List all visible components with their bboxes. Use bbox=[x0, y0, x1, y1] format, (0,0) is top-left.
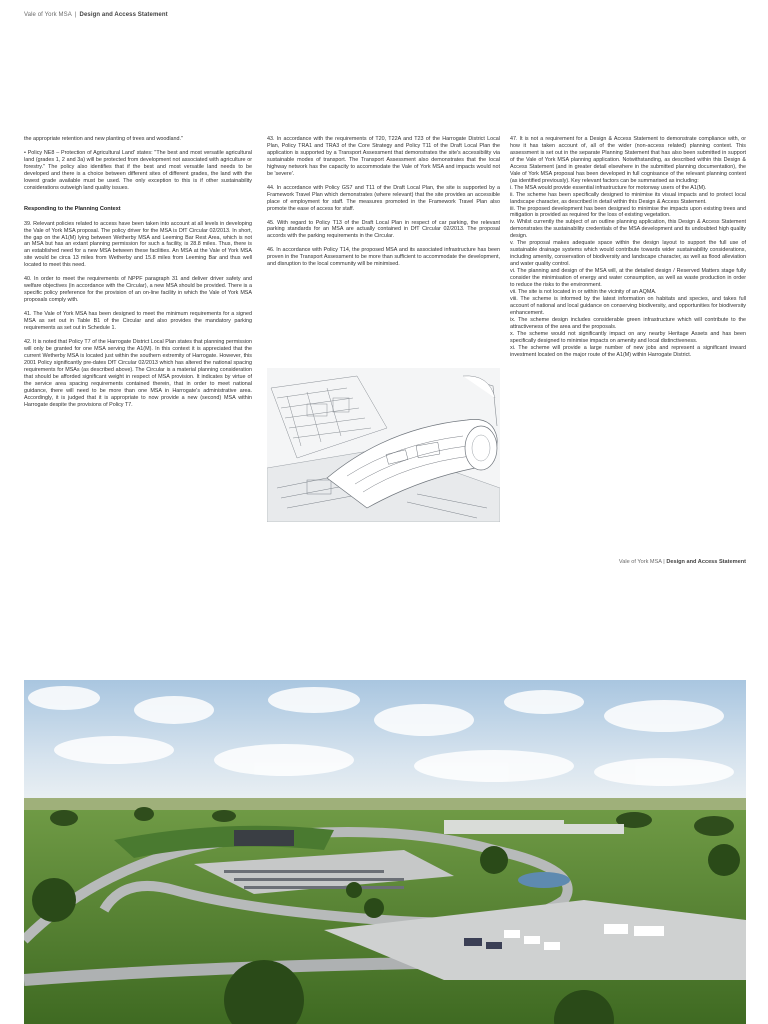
text-column-2 bbox=[267, 136, 500, 275]
list-item: vii. The site is not located in or within the vicinity of an AQMA. bbox=[510, 288, 657, 295]
footer-doc-title: Design and Access Statement bbox=[666, 559, 746, 565]
footer-separator: | bbox=[663, 559, 665, 565]
footer-project: Vale of York MSA bbox=[618, 559, 662, 565]
text-column-1 bbox=[24, 136, 252, 416]
list-item: x. The scheme would not significantly impact on any nearby Heritage Assets and has been specifically designed to minimise impacts on amenity and local distinctiveness. bbox=[510, 330, 746, 344]
running-header bbox=[24, 12, 168, 18]
list-item: iii. The proposed development has been designed to minimise the impacts upon existing trees and mitigation is provided as required for the loss of existing vegetation. bbox=[510, 205, 746, 219]
running-footer bbox=[619, 559, 746, 565]
paragraph-intro: the appropriate retention and new planting of trees and woodland." bbox=[24, 136, 183, 142]
list-item: viii. The scheme is informed by the latest information on habitats and species, and takes full account of national and local guidance on conserving biodiversity, and opportunities for biodiversity enhancement. bbox=[510, 295, 746, 316]
section-heading: Responding to the Planning Context bbox=[24, 205, 121, 212]
rolled-plans-illustration bbox=[267, 368, 500, 522]
paragraph-42: 42. It is noted that Policy T7 of the Harrogate District Local Plan states that planning permission will only be granted for one MSA serving the A1(M). In this context it is appreciated that the current Wetherby MSA is located just within the southern extremity of Harrogate. However, this 2001 Policy significantly pre-dates DfT Circular 02/2013 which has altered the national spacing requirements for MSAs (as described above). The Circular is a material planning consideration that should be afforded significant weight in respect of MSA provision. It indicates by virtue of the service area spacing requirements contained therein, that in order to meet national guidance, there will need to be more than one MSA in Harrogate's administrative area. Accordingly, it is judged that it is appropriate to now provide a new (second) MSA within Harrogate despite the provisions of Policy T7. bbox=[24, 338, 252, 408]
paragraph-47: 47. It is not a requirement for a Design & Access Statement to demonstrate compliance with, or how it has taken account of, all of the wider (non-access related) planning context. This assessment is set out in the separate Planning Statement that has also been submitted in support of the Vale of York MSA planning application. Notwithstanding, as described within this Design & Access Statement (and in greater detail elsewhere in the submitted planning documentation), the Vale of York MSA proposal has been developed in full cognisance of the relevant planning context (as identified previously). Key relevant factors can be summarised as including: bbox=[510, 136, 746, 184]
list-item: v. The proposal makes adequate space within the design layout to support the full use of sustainable drainage systems which would contribute towards wider sustainability considerations, including amenity, conservation of biodiversity and landscape character, as well as flood alleviation and water quality control. bbox=[510, 240, 746, 268]
aerial-site-render bbox=[24, 680, 746, 1024]
text-column-3 bbox=[510, 136, 746, 359]
list-item: i. The MSA would provide essential infrastructure for motorway users of the A1(M). bbox=[510, 184, 707, 191]
rolled-plans-drawing bbox=[267, 368, 500, 522]
paragraph-ne8: • Policy NE8 – Protection of Agricultural Land' states: "The best and most versatile agricultural land (grades 1, 2 and 3a) will be protected from development not associated with agriculture or forestry." The policy also identifies that if the best and most versatile land needs to be developed and there is a choice between different sites of different grades, the land with the lowest grade available must be used. The only exception to this is if other sustainability considerations outweigh land quality issues. bbox=[24, 149, 252, 191]
list-item: ii. The scheme has been specifically designed to minimise its visual impacts and to protect local landscape character, as described in detail within this Design & Access Statement. bbox=[510, 191, 746, 205]
header-doc-title: Design and Access Statement bbox=[79, 12, 168, 18]
list-item: iv. Whilst currently the subject of an outline planning application, this Design & Access Statement demonstrates the sustainability credentials of the MSA development and its undoubted high quality design. bbox=[510, 219, 746, 240]
list-item: vi. The planning and design of the MSA will, at the detailed design / Reserved Matters stage fully consider the minimisation of energy and water consumption, as well as waste production in order to reduce the risks to the environment. bbox=[510, 268, 746, 289]
paragraph-40: 40. In order to meet the requirements of NPPF paragraph 31 and deliver driver safety and welfare objectives (in accordance with the Circular), a new MSA should be provided. There is a specific policy preference for the provision of an on-line facility in which the Vale of York MSA proposals comply with. bbox=[24, 276, 252, 304]
header-separator: | bbox=[74, 12, 77, 18]
paragraph-45: 45. With regard to Policy T13 of the Draft Local Plan in respect of car parking, the relevant parking standards for an MSA are actually contained in DfT Circular 02/2013. The proposal accords with the parking requirements in the Circular. bbox=[267, 219, 500, 240]
paragraph-44: 44. In accordance with Policy GS7 and T11 of the Draft Local Plan, the site is supported by a Framework Travel Plan which demonstrates (where relevant) that the site provides an accessible place of employment for staff. The measures promoted in the Framework Travel Plan also promote the ease of access for staff. bbox=[267, 184, 500, 212]
list-item: ix. The scheme design includes considerable green infrastructure which will contribute to the attractiveness of the area and the proposals. bbox=[510, 316, 746, 330]
paragraph-39: 39. Relevant policies related to access have been taken into account at all levels in developing the Vale of York MSA proposal. The policy driver for the MSA is DfT Circular 02/2013. In short, the gap on the A1(M) lying between Wetherby MSA and Leeming Bar Rest Area, which is not an MSA but has an extant planning permission for such a facility, is 28.8 miles. Thus, there is an established need for a new MSA between these facilities. An MSA at the Vale of York MSA site would be circa 13 miles from Wetherby and 15.8 miles from Leeming Bar and thus well located to meet this need. bbox=[24, 220, 252, 269]
header-project: Vale of York MSA bbox=[24, 12, 72, 18]
paragraph-41: 41. The Vale of York MSA has been designed to meet the minimum requirements for a signed MSA as set out in Table B1 of the Circular and also provides the mandatory parking requirements as set out in Schedule 1. bbox=[24, 311, 252, 332]
paragraph-43: 43. In accordance with the requirements of T20, T22A and T23 of the Harrogate District Local Plan, Policy TRA1 and TRA3 of the Core Strategy and Policy T11 of the Draft Local Plan the application is supported by a Transport Assessment that demonstrates the site's accessibility via sustainable modes of transport. The Transport Assessment also demonstrates that the local highway network has the capacity to accommodate the Vale of York MSA and impacts would not be 'severe'. bbox=[267, 136, 500, 177]
list-item: xi. The scheme will provide a large number of new jobs and represent a significant inward investment located on the major route of the A1(M) within Harrogate District. bbox=[510, 344, 746, 358]
paragraph-46: 46. In accordance with Policy T14, the proposed MSA and its associated infrastructure has been proven in the Transport Assessment to be more than sufficient to accommodate the development, and disruption to the local community will be minimised. bbox=[267, 247, 500, 268]
aerial-render-image bbox=[24, 680, 746, 1024]
